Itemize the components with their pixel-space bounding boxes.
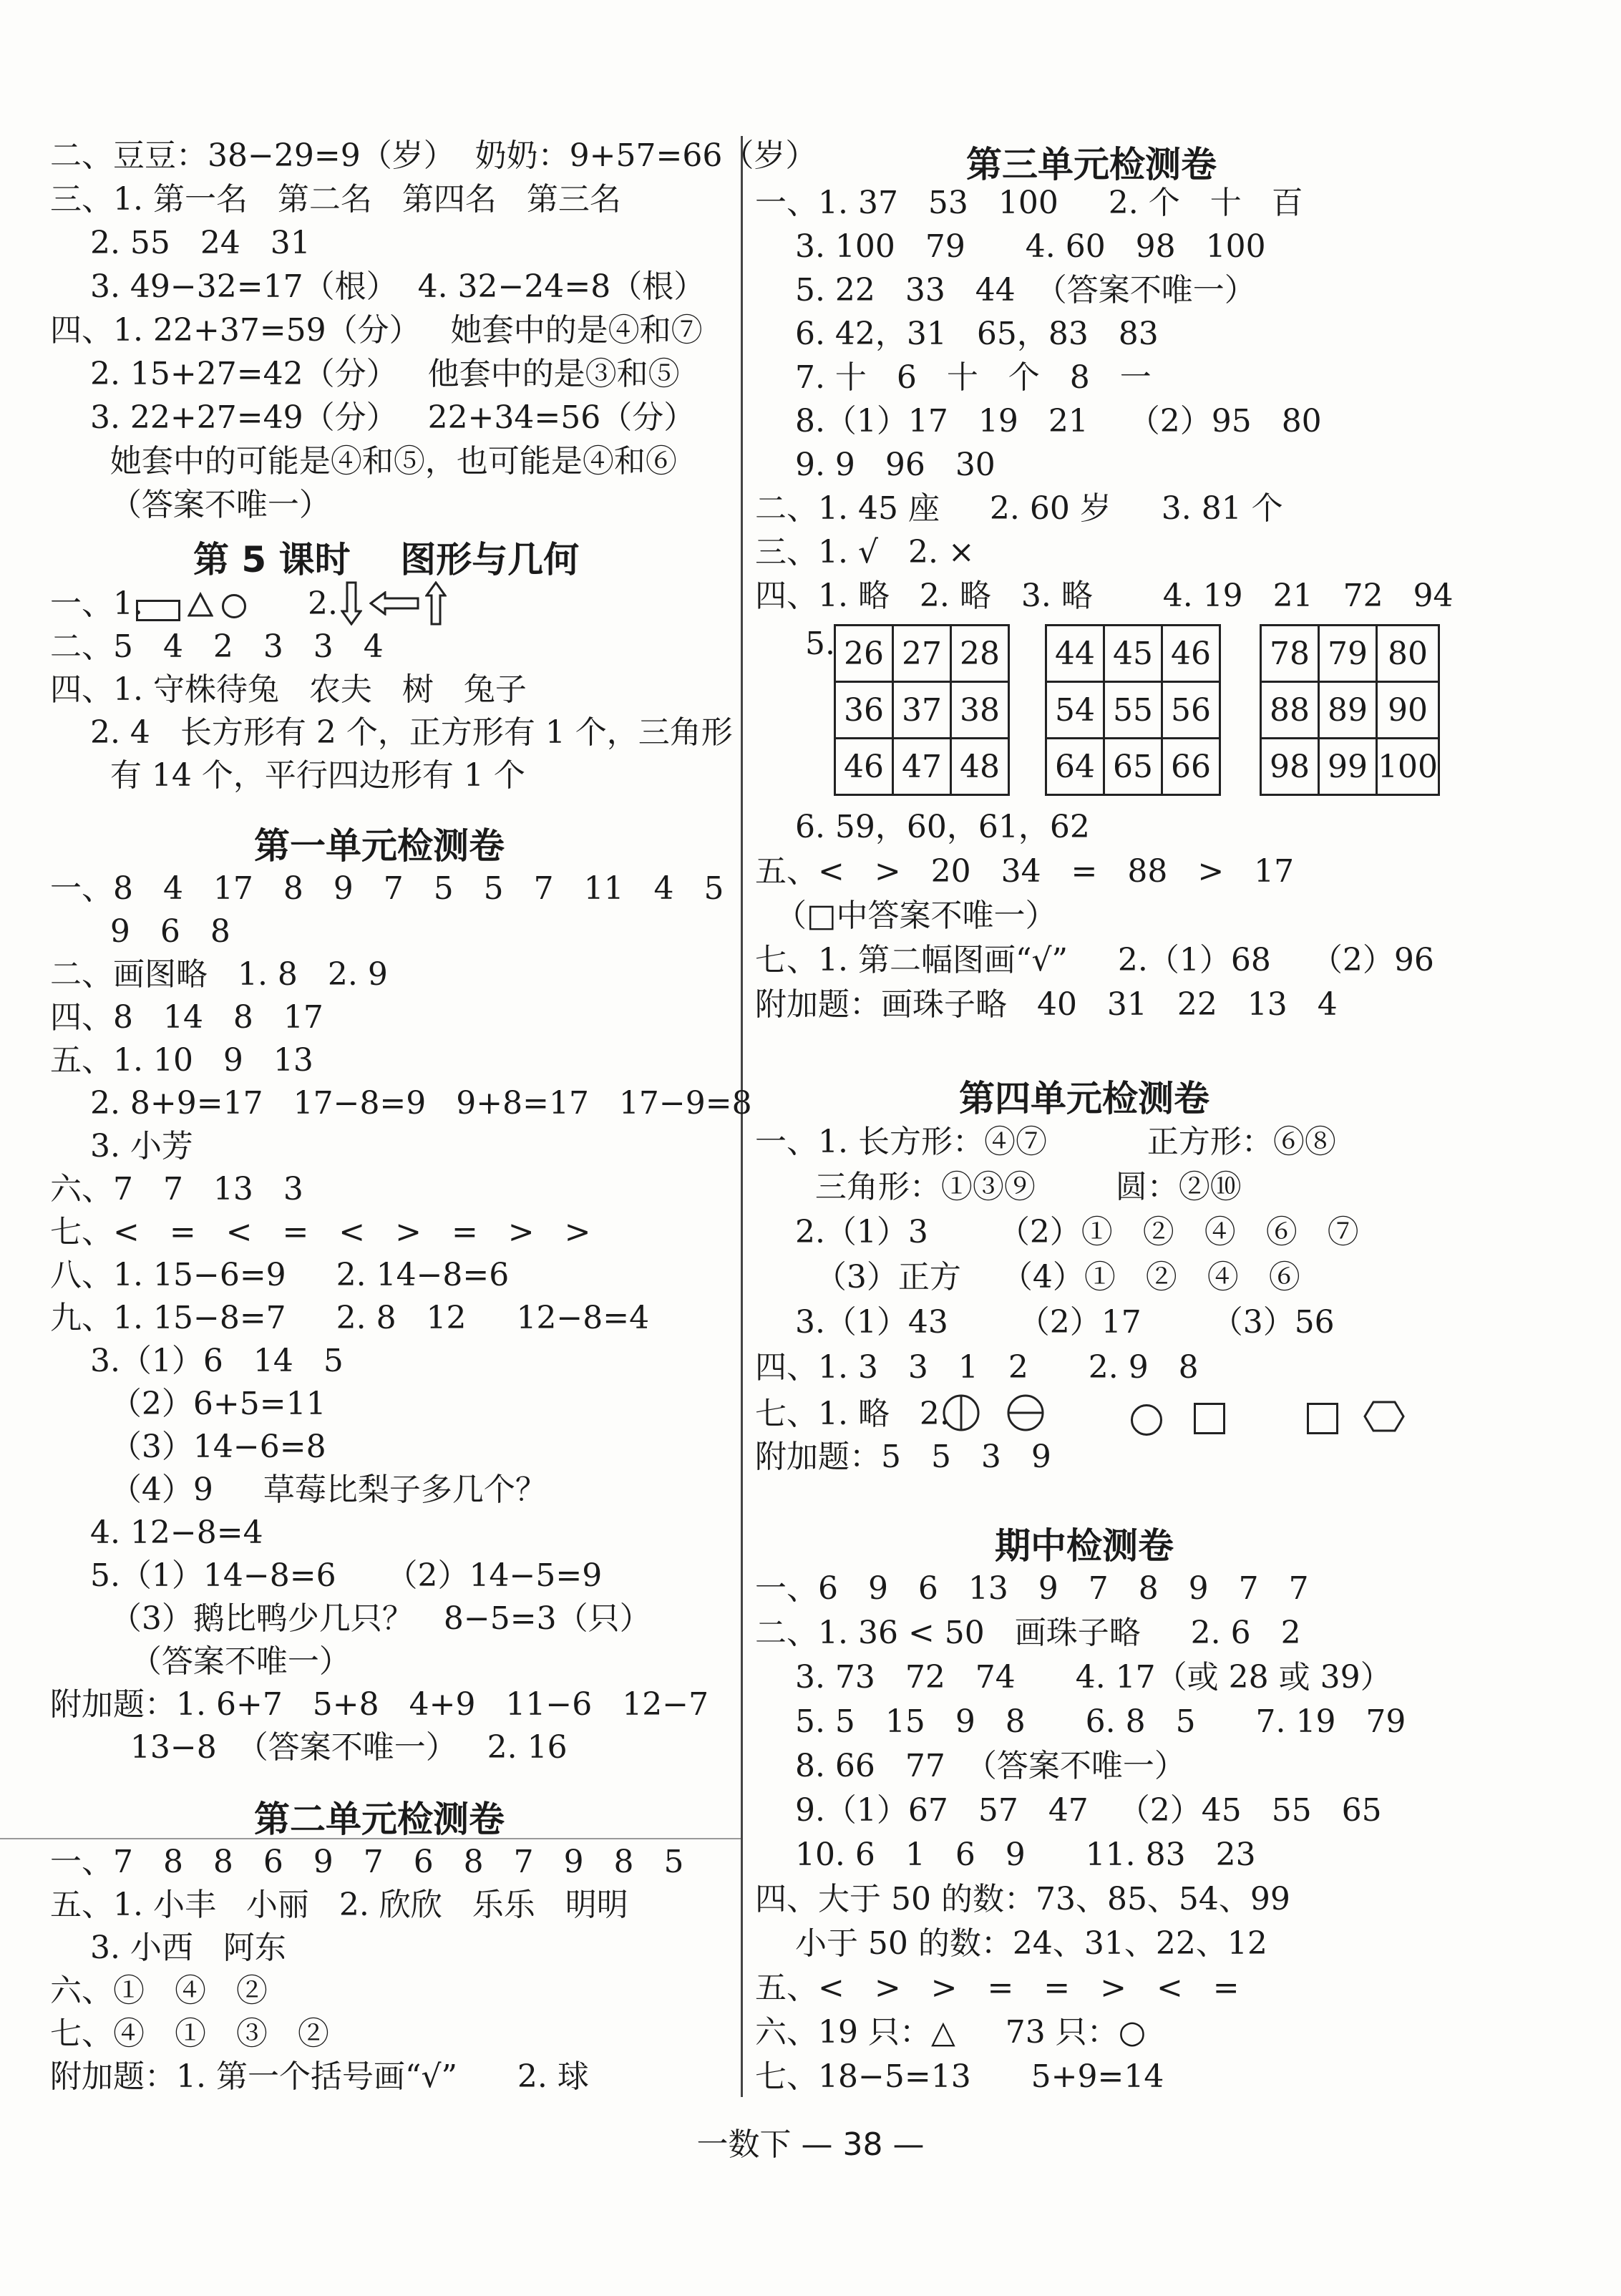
square-icon: [1194, 1403, 1225, 1434]
grid-cell: 44: [1046, 626, 1104, 682]
hexagon-icon: [1363, 1400, 1405, 1436]
answer-line: 3.（1）43 （2）17 （3）56: [755, 1304, 1335, 1341]
answer-line: 8. 66 77 （答案不唯一）: [755, 1748, 1186, 1784]
answer-line: （4）9 草莓比梨子多几个？: [50, 1472, 547, 1508]
grid-cell: 90: [1377, 682, 1439, 739]
answer-line: （2）6+5=11: [50, 1386, 326, 1422]
answer-line: 一、8 4 17 8 9 7 5 5 7 11 4 5: [50, 870, 724, 907]
answer-line: 一、6 9 6 13 9 7 8 9 7 7: [755, 1570, 1309, 1607]
answer-line: （3）鹅比鸭少几只？ 8−5=3（只）: [50, 1600, 651, 1637]
arrow-down-icon: [341, 581, 362, 628]
grid-cell: 26: [835, 626, 893, 682]
answer-line: 2. 4 长方形有 2 个，正方形有 1 个，三角形: [50, 714, 733, 751]
answer-line: 五、1. 10 9 13: [50, 1042, 313, 1079]
answer-line: 五、1. 小丰 小丽 2. 欣欣 乐乐 明明: [50, 1887, 628, 1923]
answer-line: 二、1. 36 < 50 画珠子略 2. 6 2: [755, 1615, 1301, 1651]
unit4-extra: 附加题：5 5 3 9: [755, 1439, 1051, 1475]
answer-line: 7. 十 6 十 个 8 一: [755, 359, 1152, 396]
answer-line: 2.（1）3 （2）① ② ④ ⑥ ⑦: [755, 1214, 1359, 1250]
answer-line: 五、< > 20 34 = 88 > 17: [755, 853, 1295, 890]
answer-line: 5. 5 15 9 8 6. 8 5 7. 19 79: [755, 1703, 1406, 1740]
answer-line: 9 6 8: [50, 913, 230, 950]
grid-cell: 65: [1104, 739, 1162, 795]
arrow-up-icon: [425, 581, 447, 628]
answer-line: 2. 8+9=17 17−8=9 9+8=17 17−9=8: [50, 1085, 752, 1122]
grid-cell: 98: [1261, 739, 1319, 795]
answer-line: 小于 50 的数：24、31、22、12: [755, 1925, 1267, 1962]
answer-line: 四、1. 守株待兔 农夫 树 兔子: [50, 671, 527, 708]
answer-line: 三、1. 第一名 第二名 第四名 第三名: [50, 181, 621, 218]
answer-line: 3. 73 72 74 4. 17（或 28 或 39）: [755, 1659, 1392, 1696]
grid-cell: 27: [893, 626, 951, 682]
number-grid-b: [1045, 624, 1221, 796]
answer-line: （3）14−6=8: [50, 1429, 326, 1465]
grid-cell: 89: [1319, 682, 1377, 739]
answer-line: 附加题：画珠子略 40 31 22 13 4: [755, 986, 1338, 1023]
number-grid-c: [1260, 624, 1440, 796]
q5-label: 5.: [805, 626, 835, 662]
grid-cell: 80: [1377, 626, 1439, 682]
answer-line: 八、1. 15−6=9 2. 14−8=6: [50, 1257, 510, 1293]
answer-line: 6. 42，31 65，83 83: [755, 316, 1159, 352]
grid-cell: 36: [835, 682, 893, 739]
answer-line: 七、④ ① ③ ②: [50, 2015, 329, 2052]
answer-line: 她套中的可能是④和⑤，也可能是④和⑥: [50, 443, 677, 480]
answer-line: 七、18−5=13 5+9=14: [755, 2058, 1164, 2095]
answer-line: 10. 6 1 6 9 11. 83 23: [755, 1837, 1256, 1873]
circle-icon: [1131, 1404, 1162, 1436]
grid-cell: 38: [951, 682, 1009, 739]
grid-cell: 45: [1104, 626, 1162, 682]
circle-horizontal-half-icon: [1006, 1393, 1046, 1436]
page-footer: 一数下 — 38 —: [696, 2126, 925, 2163]
answer-line: 三角形：①③⑨ 圆：②⑩: [755, 1169, 1242, 1205]
answer-line: 2. 15+27=42（分） 他套中的是③和⑤: [50, 356, 680, 392]
rectangle-icon: [136, 600, 180, 621]
answer-line: 四、1. 略 2. 略 3. 略 4. 19 21 72 94: [755, 578, 1454, 614]
answer-line: （答案不唯一）: [50, 487, 331, 523]
answer-line: 3. 49−32=17（根） 4. 32−24=8（根）: [50, 268, 706, 305]
circle-icon: [222, 594, 246, 618]
answer-line: 3. 100 79 4. 60 98 100: [755, 228, 1266, 265]
answer-line: 9. 9 96 30: [755, 447, 996, 483]
number-grid-a: [834, 624, 1010, 796]
grid-cell: 64: [1046, 739, 1104, 795]
grid-cell: 100: [1377, 739, 1439, 795]
grid-cell: 47: [893, 739, 951, 795]
grid-cell: 55: [1104, 682, 1162, 739]
arrow-left-icon: [369, 591, 419, 618]
answer-line: 一、1.: [50, 585, 143, 622]
answer-line: 五、< > > = = > < =: [755, 1970, 1240, 2006]
answer-line: 九、1. 15−8=7 2. 8 12 12−8=4: [50, 1300, 650, 1336]
unit3-title: 第三单元检测卷: [966, 144, 1217, 185]
answer-line: 四、8 14 8 17: [50, 999, 323, 1036]
answer-line: 4. 12−8=4: [50, 1514, 263, 1551]
circle-vertical-half-icon: [941, 1393, 981, 1436]
answer-line: 5. 22 33 44 （答案不唯一）: [755, 272, 1256, 308]
answer-line: 一、1. 37 53 100 2. 个 十 百: [755, 185, 1303, 221]
answer-line: 2. 55 24 31: [50, 225, 311, 261]
answer-line: 四、大于 50 的数：73、85、54、99: [755, 1881, 1290, 1917]
unit4-title: 第四单元检测卷: [959, 1078, 1209, 1119]
unit1-title: 第一单元检测卷: [254, 825, 505, 867]
answer-line: （3）正方 （4）① ② ④ ⑥: [755, 1259, 1300, 1295]
answer-line: 附加题：1. 第一个括号画“√” 2. 球: [50, 2058, 589, 2095]
answer-line: 七、< = < = < > = > >: [50, 1214, 591, 1250]
answer-line: 六、7 7 13 3: [50, 1171, 303, 1207]
answer-line: 6. 59，60，61，62: [755, 809, 1090, 845]
grid-cell: 88: [1261, 682, 1319, 739]
grid-cell: 78: [1261, 626, 1319, 682]
grid-cell: 48: [951, 739, 1009, 795]
grid-cell: 79: [1319, 626, 1377, 682]
answer-line: 3. 小西 阿东: [50, 1930, 286, 1966]
grid-cell: 99: [1319, 739, 1377, 795]
answer-line: 七、1. 第二幅图画“√” 2.（1）68 （2）96: [755, 942, 1434, 978]
answer-line: 六、① ④ ②: [50, 1972, 268, 2009]
answer-line: 六、19 只：△ 73 只：○: [755, 2014, 1147, 2051]
answer-line: 13−8 （答案不唯一） 2. 16: [50, 1729, 568, 1766]
grid-cell: 54: [1046, 682, 1104, 739]
grid-cell: 56: [1162, 682, 1220, 739]
unit2-title: 第二单元检测卷: [254, 1799, 505, 1840]
unit4-q7: 七、1. 略 2.: [755, 1396, 950, 1432]
answer-line: 3.（1）6 14 5: [50, 1343, 344, 1379]
answer-line: 二、画图略 1. 8 2. 9: [50, 956, 388, 993]
answer-line: 四、1. 22+37=59（分） 她套中的是④和⑦: [50, 312, 703, 349]
triangle-icon: [188, 591, 213, 620]
answer-line: （答案不唯一）: [50, 1643, 351, 1680]
grid-cell: 46: [835, 739, 893, 795]
answer-line: 四、1. 3 3 1 2 2. 9 8: [755, 1349, 1199, 1386]
lesson5-q2-label: 2.: [308, 585, 338, 622]
midterm-title: 期中检测卷: [995, 1525, 1174, 1567]
grid-cell: 66: [1162, 739, 1220, 795]
square-icon: [1307, 1403, 1338, 1434]
answer-line: 二、豆豆：38−29=9（岁） 奶奶：9+57=66（岁）: [50, 137, 817, 174]
answer-line: 二、5 4 2 3 3 4: [50, 628, 384, 665]
answer-line: 有 14 个，平行四边形有 1 个: [50, 757, 525, 794]
answer-line: （□中答案不唯一）: [755, 898, 1057, 934]
answer-line: 三、1. √ 2. ×: [755, 534, 975, 570]
answer-line: 一、1. 长方形：④⑦ 正方形：⑥⑧: [755, 1124, 1336, 1160]
answer-line: 3. 小芳: [50, 1128, 193, 1164]
answer-line: 9.（1）67 57 47 （2）45 55 65: [755, 1792, 1382, 1829]
lesson5-title: 第 5 课时 图形与几何: [193, 539, 580, 580]
grid-cell: 46: [1162, 626, 1220, 682]
answer-line: 3. 22+27=49（分） 22+34=56（分）: [50, 399, 696, 436]
grid-cell: 37: [893, 682, 951, 739]
answer-line: 一、7 8 8 6 9 7 6 8 7 9 8 5: [50, 1844, 684, 1880]
answer-line: 二、1. 45 座 2. 60 岁 3. 81 个: [755, 490, 1283, 527]
answer-line: 5.（1）14−8=6 （2）14−5=9: [50, 1557, 603, 1594]
grid-cell: 28: [951, 626, 1009, 682]
answer-line: 附加题：1. 6+7 5+8 4+9 11−6 12−7: [50, 1686, 709, 1723]
answer-line: 8.（1）17 19 21 （2）95 80: [755, 403, 1322, 439]
